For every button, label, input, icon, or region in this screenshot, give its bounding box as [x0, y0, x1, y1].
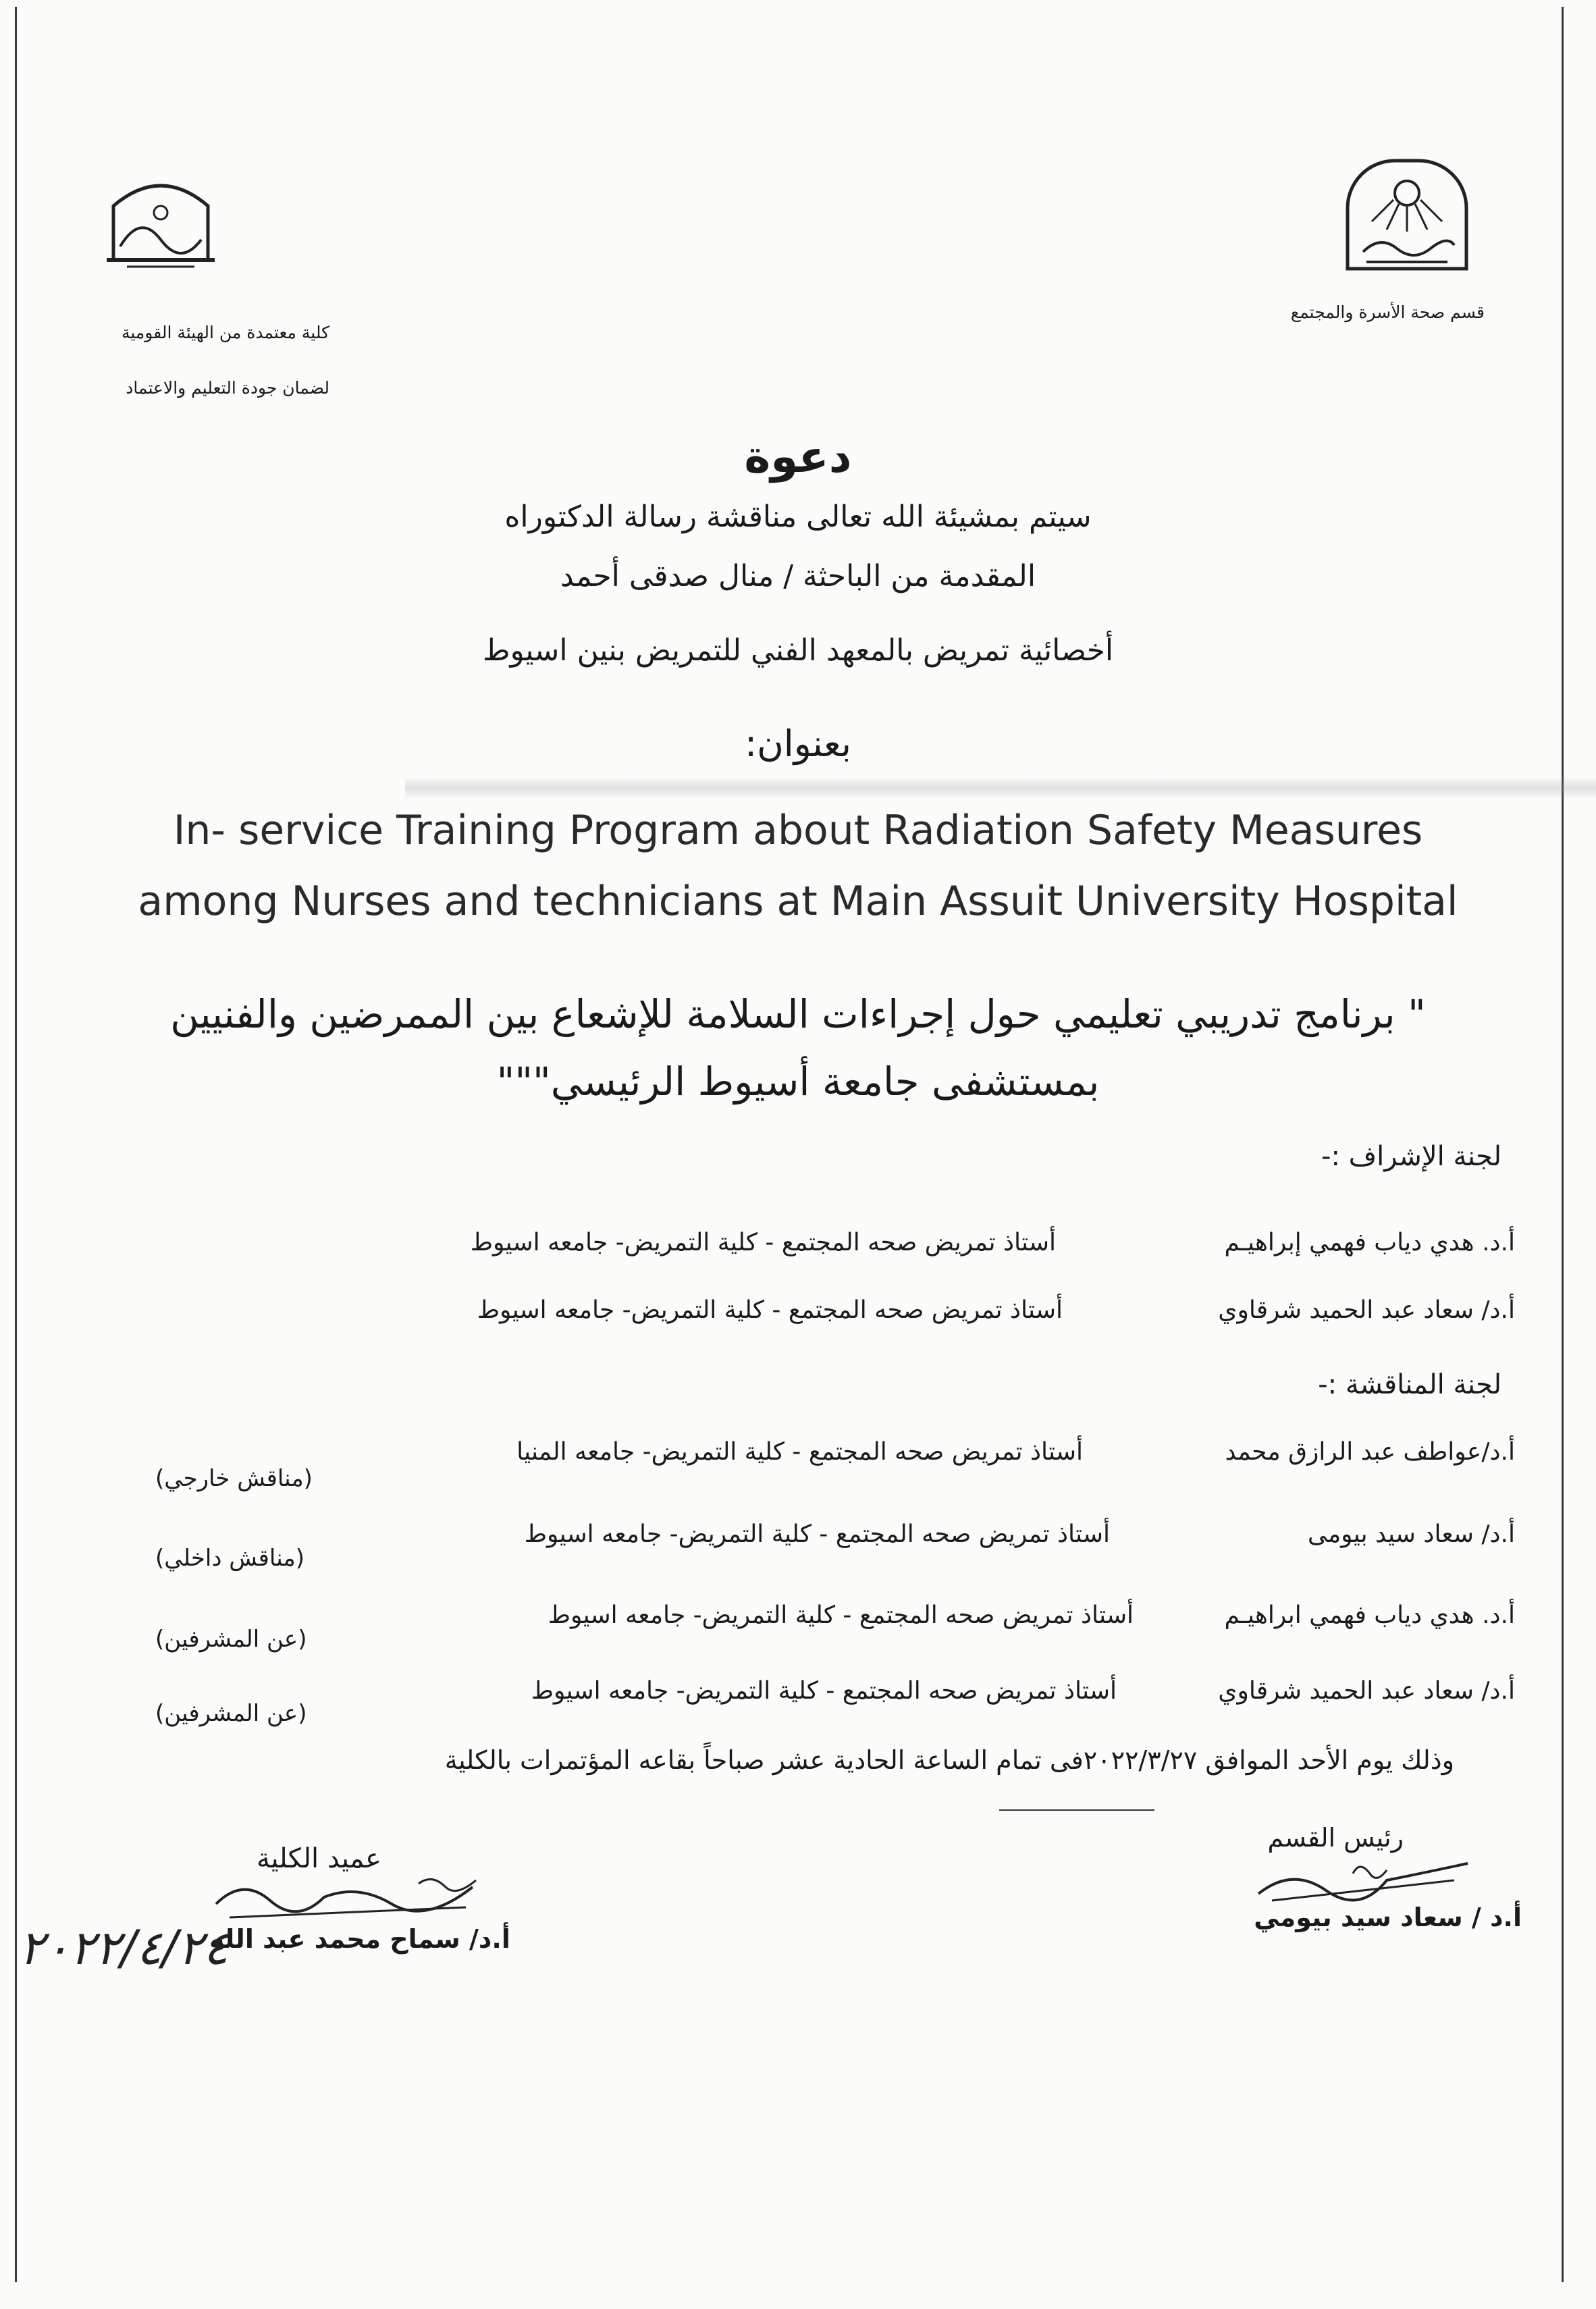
scan-streak	[405, 776, 1596, 799]
examiner-position: أستاذ تمريض صحه المجتمع - كلية التمريض- جامعه اسيوط	[531, 1677, 1117, 1705]
arabic-title-line-1: " برنامج تدريبي تعليمي حول إجراءات السلامة للإشعاع بين الممرضين والفنيين	[170, 991, 1426, 1037]
dean-title: عميد الكلية	[257, 1843, 381, 1874]
department-head-name: أ.د / سعاد سيد بيومي	[1254, 1903, 1522, 1932]
examiner-name: أ.د/عواطف عبد الرازق محمد	[1225, 1438, 1515, 1466]
supervisor-position: أستاذ تمريض صحه المجتمع - كلية التمريض- جامعه اسيوط	[477, 1296, 1063, 1324]
examiner-position: أستاذ تمريض صحه المجتمع - كلية التمريض- جامعه المنيا	[516, 1438, 1083, 1466]
handwritten-date	[19, 1911, 296, 1985]
handwritten-date-text: ٢٠٢٢/٤/٢٤	[19, 1920, 229, 1975]
english-title-line-2: among Nurses and technicians at Main Assuit University Hospital	[138, 878, 1458, 925]
department-head-title: رئيس القسم	[1267, 1823, 1404, 1853]
supervision-heading: لجنة الإشراف :-	[1321, 1141, 1501, 1172]
department-name: قسم صحة الأسرة والمجتمع	[1290, 302, 1485, 322]
department-head-signature-icon	[1252, 1853, 1474, 1907]
examiner-name: أ.د/ سعاد عبد الحميد شرقاوي	[1218, 1677, 1515, 1705]
dean-name: أ.د/ سماح محمد عبد الله	[209, 1924, 510, 1954]
examiner-name: أ.د/ سعاد سيد بيومى	[1307, 1520, 1515, 1548]
examiner-name: أ.د. هدي دياب فهمي ابراهيـم	[1224, 1601, 1515, 1629]
arabic-title-line-2: بمستشفى جامعة أسيوط الرئيسي"""	[496, 1059, 1100, 1105]
intro-line-3: أخصائية تمريض بالمعهد الفني للتمريض بنين اسيوط	[482, 633, 1114, 668]
discussion-heading: لجنة المناقشة :-	[1318, 1369, 1501, 1400]
examiner-role: (مناقش داخلي)	[155, 1545, 304, 1572]
examiner-position: أستاذ تمريض صحه المجتمع - كلية التمريض- جامعه اسيوط	[524, 1520, 1110, 1548]
examiner-role: (عن المشرفين)	[155, 1700, 307, 1727]
examiner-role: (مناقش خارجي)	[155, 1465, 313, 1492]
intro-line-1: سيتم بمشيئة الله تعالى مناقشة رسالة الدكتوراه	[504, 500, 1092, 534]
examiner-position: أستاذ تمريض صحه المجتمع - كلية التمريض- جامعه اسيوط	[548, 1601, 1134, 1629]
faculty-emblem-icon	[100, 165, 221, 273]
date-underline	[999, 1809, 1154, 1811]
supervisor-name: أ.د. هدي دياب فهمي إبراهيـم	[1224, 1229, 1515, 1256]
accreditation-line-1: كلية معتمدة من الهيئة القومية	[121, 323, 329, 342]
closing-statement: وذلك يوم الأحد الموافق ٢٠٢٢/٣/٢٧فى تمام الساعة الحادية عشر صباحاً بقاعه المؤتمرات بالكلية	[444, 1745, 1454, 1775]
supervisor-name: أ.د/ سعاد عبد الحميد شرقاوي	[1218, 1296, 1515, 1324]
english-title-line-1: In- service Training Program about Radiation Safety Measures	[173, 807, 1423, 854]
assiut-university-logo-icon	[1339, 154, 1474, 275]
examiner-role: (عن المشرفين)	[155, 1626, 307, 1653]
intro-line-2: المقدمة من الباحثة / منال صدقى أحمد	[560, 559, 1036, 593]
invitation-title: دعوة	[744, 431, 852, 483]
supervisor-position: أستاذ تمريض صحه المجتمع - كلية التمريض- جامعه اسيوط	[470, 1229, 1056, 1256]
accreditation-line-2: لضمان جودة التعليم والاعتماد	[126, 378, 329, 398]
thesis-label: بعنوان:	[744, 722, 852, 765]
